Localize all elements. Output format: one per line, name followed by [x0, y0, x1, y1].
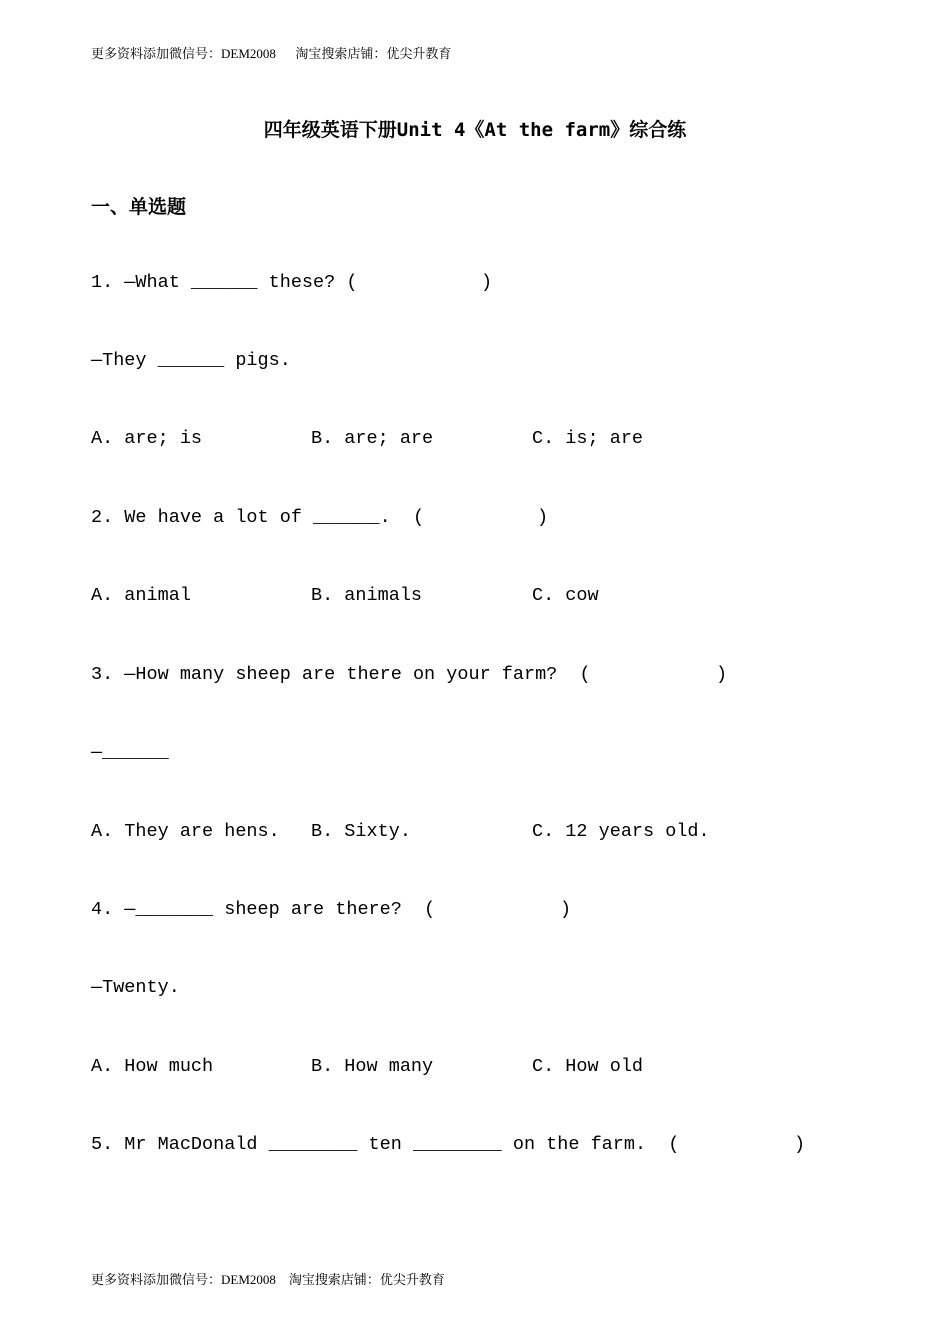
question-2-option-c: C. cow — [532, 585, 599, 606]
question-4-option-b: B. How many — [311, 1056, 434, 1077]
question-3-answer-paren-close: ) — [716, 664, 728, 685]
question-2-option-a: A. animal — [91, 585, 191, 606]
question-5-answer-paren-close: ) — [794, 1134, 806, 1155]
question-5-stem: 5. Mr MacDonald ________ ten ________ on the farm. ( — [91, 1134, 680, 1155]
question-3-response: —______ — [91, 742, 169, 763]
question-1-option-a: A. are; is — [91, 428, 203, 449]
question-3-stem: 3. —How many sheep are there on your farm? ( — [91, 664, 591, 685]
question-2-answer-paren-close: ) — [537, 507, 549, 528]
page-header: 更多资料添加微信号：DEM2008 淘宝搜索店铺：优尖升教育 — [91, 46, 452, 61]
question-1-option-b: B. are; are — [311, 428, 434, 449]
section-heading: 一、单选题 — [91, 196, 187, 218]
question-2-stem: 2. We have a lot of ______. ( — [91, 507, 425, 528]
question-3-option-c: C. 12 years old. — [532, 821, 710, 842]
question-1-response: —They ______ pigs. — [91, 350, 291, 371]
question-4-stem: 4. —_______ sheep are there? ( — [91, 899, 436, 920]
question-4-answer-paren-close: ) — [560, 899, 572, 920]
question-2-option-b: B. animals — [311, 585, 423, 606]
question-1-answer-paren-close: ) — [481, 272, 493, 293]
document-title: 四年级英语下册Unit 4《At the farm》综合练 — [263, 119, 687, 141]
question-1-option-c: C. is; are — [532, 428, 644, 449]
question-4-option-a: A. How much — [91, 1056, 214, 1077]
question-1-stem: 1. —What ______ these? ( — [91, 272, 358, 293]
question-4-option-c: C. How old — [532, 1056, 644, 1077]
question-3-option-b: B. Sixty. — [311, 821, 411, 842]
question-3-option-a: A. They are hens. — [91, 821, 280, 842]
page-footer: 更多资料添加微信号：DEM2008 淘宝搜索店铺：优尖升教育 — [91, 1272, 445, 1287]
question-4-response: —Twenty. — [91, 977, 180, 998]
